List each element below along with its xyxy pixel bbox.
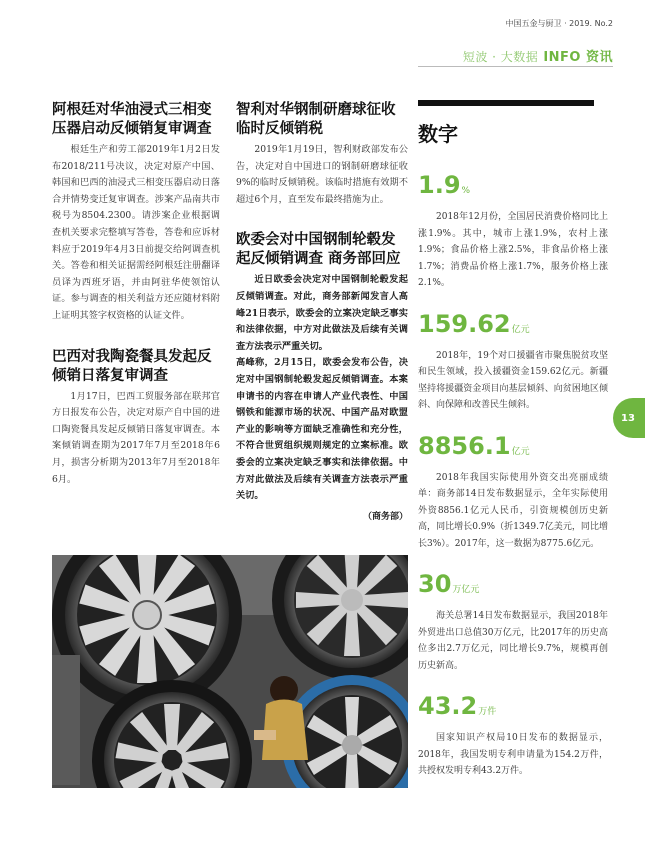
stat-item bbox=[418, 692, 608, 780]
section-label bbox=[418, 46, 613, 65]
article-body: 1月17日，巴西工贸服务部在联邦官方日报发布公告，决定对原产自中国的进口陶瓷餐具发起反倾销日落复审调查。本案倾销调查期为2017年7月至2018年6月，损害分析期为2013年7月至2018年6月。 bbox=[52, 390, 220, 485]
header-rule bbox=[418, 66, 613, 67]
stat-text: 2018年我国实际使用外资交出亮丽成绩单：商务部14日发布数据显示，全年实际使用外资8856.1亿元人民币，引资规模创历史新高，同比增长0.9%（折1349.7亿美元，同比增长3%）。2017年，这一数据为8775.6亿元。 bbox=[418, 472, 608, 549]
stat-value: 1.9 bbox=[418, 171, 461, 199]
stat-unit: 万件 bbox=[478, 707, 497, 717]
article-body: 高峰称，2月15日，欧委会发布公告，决定对中国钢制轮毂发起反倾销调查。本案申请书的内容在申请人产业代表性、中国钢铁和能源市场的状况、中国产品对欧盟产业的影响等方面缺乏准确性和充分性，不符合世贸组织规则规定的立案标准。欧委会的立案决定缺乏事实和法律依据。中方对此做法及后续有关调查方法表示严重关切。 bbox=[236, 357, 408, 502]
stat-text: 2018年12月份，全国居民消费价格同比上涨1.9%。其中，城市上涨1.9%，农村上涨1.9%；食品价格上涨2.5%，非食品价格上涨1.7%；消费品价格上涨1.7%，服务价格上涨2.1%。 bbox=[418, 212, 608, 288]
stat-item bbox=[418, 570, 608, 674]
stat-value: 159.62 bbox=[418, 309, 511, 338]
stat-value: 30 bbox=[418, 570, 452, 598]
column-left bbox=[52, 100, 220, 488]
journal-header: 中国五金与厨卫 · 2019. No.2 bbox=[505, 19, 613, 28]
stat-text: 2018年，19个对口援疆省市聚焦脱贫攻坚和民生领域，投入援疆资金159.62亿元。新疆坚持将援疆资金项目向基层倾斜、向贫困地区倾斜、向保障和改善民生倾斜。 bbox=[418, 350, 608, 410]
article-title: 智利对华钢制研磨球征收临时反倾销税 bbox=[236, 101, 396, 137]
article-brazil bbox=[52, 347, 220, 489]
article-body: 2019年1月19日，智利财政部发布公告，决定对自中国进口的钢制研磨球征收9%的临时反倾销税。该临时措施有效期不超过6个月，直至发布最终措施为止。 bbox=[236, 144, 408, 205]
section-label-en: INFO 资讯 bbox=[543, 50, 613, 65]
article-body: 近日欧委会决定对中国钢制轮毂发起反倾销调查。对此，商务部新闻发言人高峰21日表示，欧委会的立案决定缺乏事实和法律依据，中方对此做法及后续有关调查方法表示严重关切。 bbox=[236, 274, 408, 352]
numbers-title: 数字 bbox=[418, 122, 458, 146]
article-argentina bbox=[52, 100, 220, 325]
stat-unit: 亿元 bbox=[511, 324, 530, 335]
wheel-photo-illustration bbox=[52, 555, 408, 788]
article-title: 阿根廷对华油浸式三相变压器启动反倾销复审调查 bbox=[52, 101, 212, 137]
article-title: 欧委会对中国钢制轮毂发起反倾销调查 商务部回应 bbox=[236, 231, 401, 268]
article-title: 巴西对我陶瓷餐具发起反倾销日落复审调查 bbox=[52, 347, 212, 384]
stat-value: 8856.1 bbox=[418, 431, 511, 460]
stat-value: 43.2 bbox=[418, 692, 478, 720]
stat-unit: 万亿元 bbox=[452, 585, 480, 595]
column-numbers bbox=[418, 100, 608, 798]
article-eu bbox=[236, 230, 408, 521]
stat-unit: % bbox=[461, 186, 471, 196]
page-number: 13 bbox=[621, 412, 635, 424]
stat-text: 海关总署14日发布数据显示，我国2018年外贸进出口总值30万亿元，比2017年的历史高位多出2.7万亿元，同比增长9.7%，规模再创历史新高。 bbox=[418, 611, 608, 671]
numbers-topbar bbox=[418, 100, 594, 106]
stat-item bbox=[418, 310, 608, 414]
column-middle bbox=[236, 100, 408, 522]
stat-text: 国家知识产权局10日发布的数据显示，2018年，我国发明专利申请量为154.2万件，共授权发明专利43.2万件。 bbox=[418, 733, 608, 776]
steel-wheel-rims-photo bbox=[52, 555, 408, 788]
article-chile bbox=[236, 100, 408, 208]
stat-item bbox=[418, 171, 608, 292]
stat-unit: 亿元 bbox=[511, 446, 530, 457]
article-source: （商务部） bbox=[362, 511, 408, 522]
page-number-tab bbox=[613, 398, 645, 438]
section-label-cn: 短波 · 大数据 bbox=[462, 50, 539, 64]
stat-item bbox=[418, 432, 608, 553]
article-body: 根廷生产和劳工部2019年1月2日发布2018/211号决议，决定对原产中国、韩国和巴西的油浸式三相变压器启动日落合并情势变迁复审调查。涉案产品南共市税号为8504.2300。请涉案企业根据调查机关要求完整填写答卷，答卷和应诉材料应于2019年4月3日前提交给阿调查机关。答卷和相关证据需经阿根廷注册翻译员译为西班牙语，并由阿驻华使领馆认证。参与调查的相关利益方还应随材料附上证明其签字权资格的认证文件。 bbox=[52, 144, 220, 321]
